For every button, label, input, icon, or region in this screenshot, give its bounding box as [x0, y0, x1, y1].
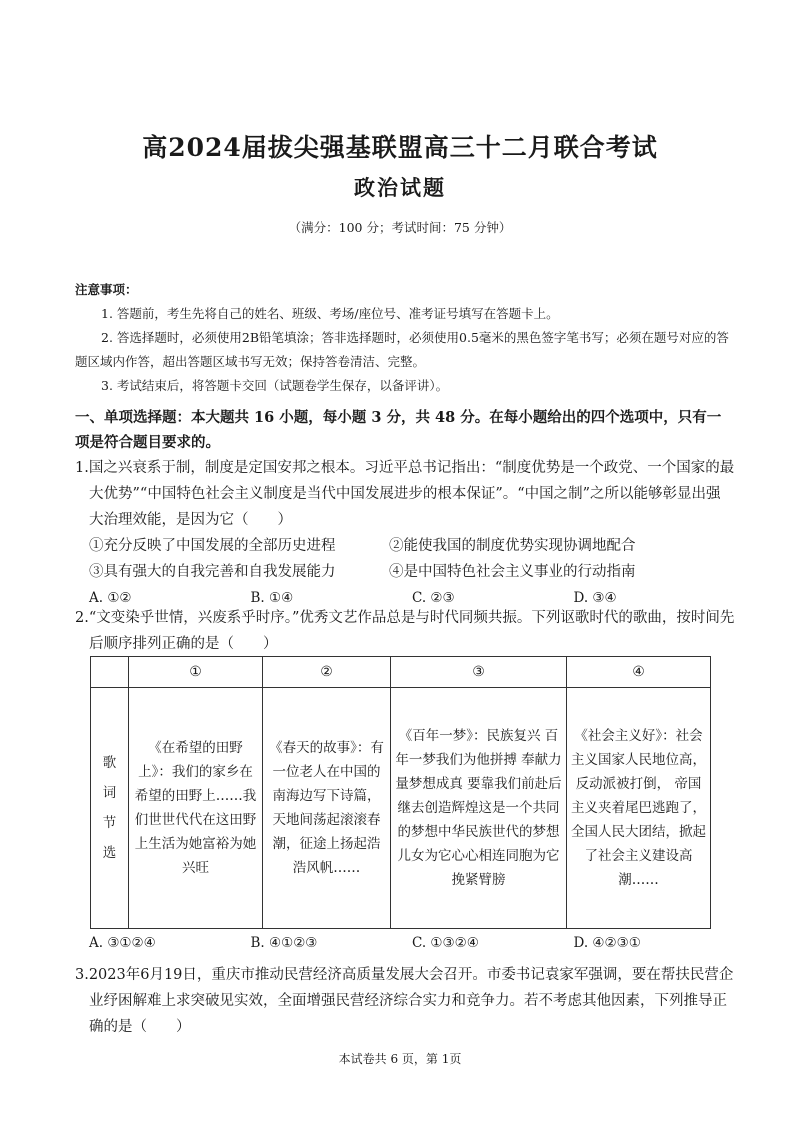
table-header-cell: ② — [263, 657, 391, 688]
table-header-cell — [91, 657, 129, 688]
question-2-choices — [75, 930, 735, 956]
question-1-option: ③具有强大的自我完善和自我发展能力 — [89, 564, 336, 580]
question-3 — [75, 962, 735, 1040]
question-2-choice-d: D. ④②③① — [573, 935, 641, 951]
table-row — [91, 688, 711, 929]
question-1-choice-d: D. ③④ — [573, 590, 617, 606]
page-footer: 本试卷共 6 页，第 1页 — [338, 1052, 462, 1066]
exam-title: 高2024届拔尖强基联盟高三十二月联合考试 — [142, 133, 658, 162]
question-2-stem: 2.“文变染乎世情，兴废系乎时序。”优秀文艺作品总是与时代同频共振。下列讴歌时代的歌曲，按时间先后顺序排列正确的是（ ） — [75, 610, 735, 652]
notice-block — [75, 278, 735, 398]
question-1-option: ④是中国特色社会主义事业的行动指南 — [389, 564, 636, 580]
question-1-choice-b: B. ①④ — [250, 590, 294, 606]
exam-subtitle: 政治试题 — [354, 175, 446, 200]
question-2 — [75, 605, 735, 657]
question-1-choice-a: A. ①② — [89, 590, 132, 606]
lyric-cell: 《春天的故事》：有一位老人在中国的南海边写下诗篇，天地间荡起滚滚春潮，征途上扬起浩浩风帆…… — [263, 688, 391, 929]
question-2-choice-a: A. ③①②④ — [89, 935, 156, 951]
lyric-cell: 《百年一梦》：民族复兴 百年一梦我们为他拼搏 奉献力量梦想成真 要靠我们前赴后继去创造辉煌这是一个共同的梦想中华民族世代的梦想儿女为它心心相连同胞为它挽紧臂膀 — [391, 688, 567, 929]
section-heading: 一、单项选择题：本大题共 16 小题，每小题 3 分，共 48 分。在每小题给出的四个选项中，只有一项是符合题目要求的。 — [75, 409, 722, 451]
question-1 — [75, 455, 735, 611]
exam-meta: （满分：100 分；考试时间：75 分钟） — [288, 220, 512, 235]
question-1-option: ②能使我国的制度优势实现协调地配合 — [389, 538, 636, 554]
notice-heading: 注意事项： — [75, 282, 138, 297]
row-label: 歌 词 节 选 — [91, 688, 129, 929]
question-3-stem: 3.2023年6月19日，重庆市推动民营经济高质量发展大会召开。市委书记袁家军强调，要在帮扶民营企业纾困解难上求突破见实效，全面增强民营经济综合实力和竞争力。若不考虑其他因素，下列推导正确的是（ ） — [75, 967, 734, 1035]
question-2-choice-c: C. ①③②④ — [412, 935, 479, 951]
question-1-option: ①充分反映了中国发展的全部历史进程 — [89, 538, 336, 554]
lyric-cell: 《社会主义好》：社会主义国家人民地位高，反动派被打倒， 帝国主义夹着尾巴逃跑了，全国人民大团结，掀起了社会主义建设高潮…… — [567, 688, 711, 929]
question-1-choice-c: C. ②③ — [412, 590, 455, 606]
notice-item: 1. 答题前，考生先将自己的姓名、班级、考场/座位号、准考证号填写在答题卡上。 — [101, 306, 559, 321]
lyric-cell: 《在希望的田野上》：我们的家乡在希望的田野上……我们世世代代在这田野上生活为她富裕为她兴旺 — [129, 688, 263, 929]
question-1-stem: 1.国之兴衰系于制，制度是定国安邦之根本。习近平总书记指出：“制度优势是一个政党、一个国家的最大优势”“中国特色社会主义制度是当代中国发展进步的根本保证”。“中国之制”之所以能够彰显出强大治理效能，是因为它（ ） — [75, 460, 735, 528]
table-header-cell: ④ — [567, 657, 711, 688]
table-header-cell: ① — [129, 657, 263, 688]
notice-item: 3. 考试结束后，将答题卡交回（试题卷学生保存，以备评讲）。 — [101, 378, 449, 393]
question-2-choice-b: B. ④①②③ — [250, 935, 318, 951]
lyrics-table — [90, 656, 711, 929]
notice-item: 2. 答选择题时，必须使用2B铅笔填涂；答非选择题时，必须使用0.5毫米的黑色签字笔书写；必须在题号对应的答题区域内作答，超出答题区域书写无效；保持答卷清洁、完整。 — [75, 330, 729, 369]
table-header-cell: ③ — [391, 657, 567, 688]
